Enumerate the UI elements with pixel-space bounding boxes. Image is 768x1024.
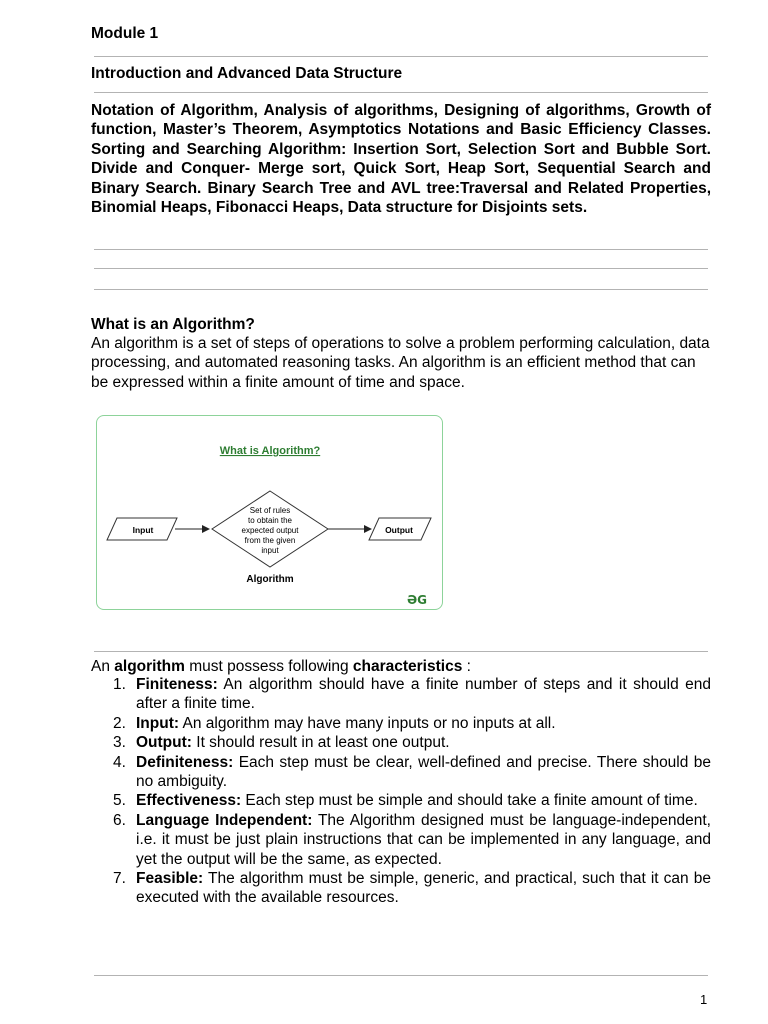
what-is-body: An algorithm is a set of steps of operations to solve a problem performing calculation, data processing, and automated reasoning tasks. An algorithm is an efficient method that can be expressed within a finite amount of time and space. — [91, 335, 710, 391]
list-number: 1. — [113, 676, 126, 693]
list-number: 7. — [113, 870, 126, 888]
list-text: An algorithm may have many inputs or no inputs at all. — [179, 714, 556, 732]
list-term: Finiteness: — [136, 676, 218, 693]
diamond-line: input — [261, 546, 279, 555]
intro-bold-characteristics: characteristics — [352, 658, 463, 675]
list-item — [91, 714, 711, 733]
list-term: Input: — [136, 714, 180, 732]
divider — [94, 92, 708, 93]
list-term: Effectiveness: — [136, 792, 242, 810]
list-number: 3. — [113, 734, 126, 752]
figure-title: What is Algorithm? — [219, 445, 321, 457]
diamond-line: to obtain the — [247, 516, 293, 525]
intro-text: : — [462, 658, 471, 675]
list-term: Output: — [136, 734, 192, 752]
characteristics-list — [91, 675, 711, 908]
list-item — [91, 811, 711, 869]
list-text: Each step must be clear, well-defined and precise. There should be no ambiguity. — [136, 753, 711, 791]
divider — [94, 56, 708, 57]
list-item — [91, 675, 711, 714]
diamond-line: Set of rules — [249, 506, 291, 515]
output-label: Output — [385, 525, 413, 535]
input-label: Input — [132, 525, 154, 535]
intro-text: must possess following — [184, 658, 353, 675]
algorithm-figure — [96, 415, 443, 610]
what-is-heading: What is an Algorithm? — [91, 316, 255, 333]
list-item — [91, 791, 711, 810]
intro-bold-algorithm: algorithm — [114, 658, 185, 675]
list-item — [91, 753, 711, 792]
list-number: 6. — [113, 811, 126, 829]
module-label: Module 1 — [91, 25, 159, 42]
intro-text: An — [91, 658, 115, 675]
list-text: The Algorithm designed must be language-independent, i.e. it must be just plain instructions that can be implemented in any language, and yet the output will be the same, as expected. — [136, 811, 711, 868]
list-text: The algorithm must be simple, generic, and practical, such that it can be executed with the available resources. — [136, 870, 711, 907]
page-number: 1 — [700, 992, 708, 1007]
diamond-line: from the given — [244, 536, 296, 545]
divider — [94, 975, 708, 976]
list-number: 2. — [113, 714, 126, 732]
divider — [94, 289, 708, 290]
divider — [94, 268, 708, 269]
characteristics-intro — [91, 657, 711, 676]
list-text: An algorithm should have a finite number of steps and it should end after a finite time. — [136, 676, 711, 713]
syllabus-text: Notation of Algorithm, Analysis of algorithms, Designing of algorithms, Growth of function, Master’s Theorem, Asymptotics Notations and Basic Efficiency Classes. Sorting and Searching Algorithm: Insertion Sort, Selection Sort and Bubble Sort. Divide and Conquer- Merge sort, Quick Sort, Heap Sort, Sequential Search and Binary Search. Binary Search Tree and AVL tree:Traversal and Related Properties, Binomial Heaps, Fibonacci Heaps, Data structure for Disjoints sets. — [91, 102, 711, 217]
diamond-line: expected output — [241, 526, 299, 535]
divider — [94, 249, 708, 250]
list-term: Feasible: — [136, 870, 204, 888]
list-term: Language Independent: — [136, 811, 313, 829]
divider — [94, 651, 708, 652]
section-title: Introduction and Advanced Data Structure — [91, 65, 403, 82]
list-text: Each step must be simple and should take a finite amount of time. — [241, 792, 698, 810]
geeks-logo: ƏG — [406, 593, 427, 607]
list-term: Definiteness: — [136, 753, 234, 771]
list-number: 5. — [113, 792, 126, 810]
algorithm-flowchart — [97, 416, 441, 608]
list-text: It should result in at least one output. — [191, 734, 450, 752]
list-item — [91, 733, 711, 752]
list-number: 4. — [113, 753, 126, 771]
list-item — [91, 869, 711, 908]
algorithm-caption: Algorithm — [246, 574, 294, 585]
